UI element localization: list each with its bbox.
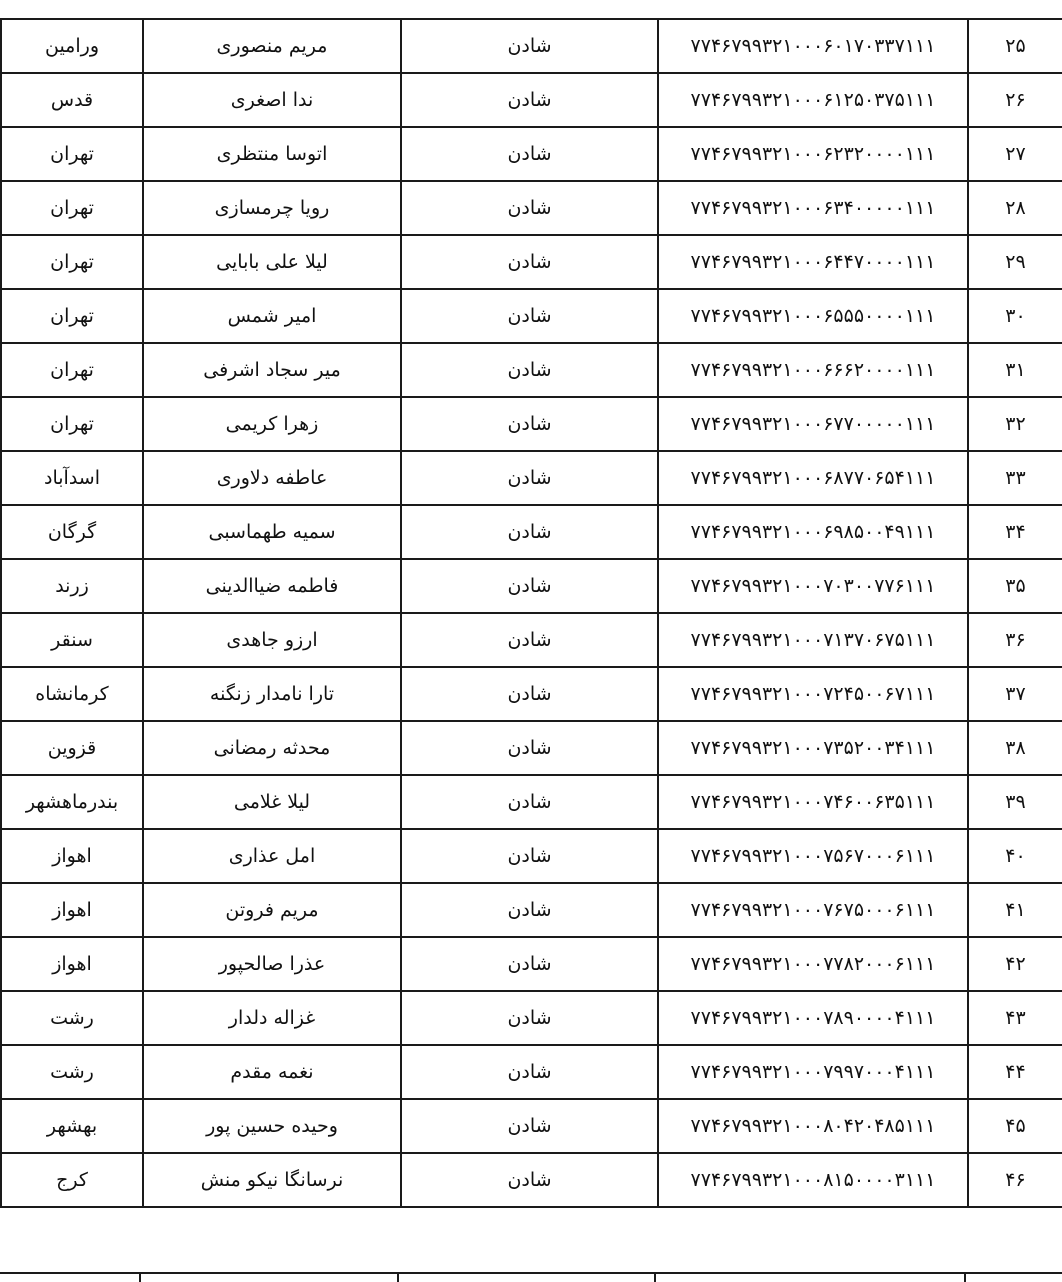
row-index-cell: ۴۰ [968, 829, 1062, 883]
bank-name-cell: شادن [401, 505, 658, 559]
row-index-cell: ۲۷ [968, 127, 1062, 181]
bank-name-cell: شادن [401, 343, 658, 397]
account-number-cell: ۷۷۴۶۷۹۹۳۲۱۰۰۰۷۴۶۰۰۶۳۵۱۱۱ [658, 775, 968, 829]
bank-name-cell: شادن [401, 73, 658, 127]
row-index-cell: ۴۳ [968, 991, 1062, 1045]
account-number-cell: ۷۷۴۶۷۹۹۳۲۱۰۰۰۸۱۵۰۰۰۰۳۱۱۱ [658, 1153, 968, 1207]
city-cell: اهواز [1, 937, 143, 991]
account-number-cell: ۷۷۴۶۷۹۹۳۲۱۰۰۰۷۸۹۰۰۰۰۴۱۱۱ [658, 991, 968, 1045]
account-number-cell: ۷۷۴۶۷۹۹۳۲۱۰۰۰۶۷۷۰۰۰۰۰۱۱۱ [658, 397, 968, 451]
bank-name-cell: شادن [401, 289, 658, 343]
city-cell: تهران [1, 127, 143, 181]
row-index-cell: ۳۶ [968, 613, 1062, 667]
bank-name-cell: شادن [401, 235, 658, 289]
account-number-cell: ۷۷۴۶۷۹۹۳۲۱۰۰۰۶۸۷۷۰۶۵۴۱۱۱ [658, 451, 968, 505]
person-name-cell: رویا چرمسازی [143, 181, 401, 235]
city-cell: کرمانشاه [1, 667, 143, 721]
row-index-cell: ۳۲ [968, 397, 1062, 451]
account-number-cell: ۷۷۴۶۷۹۹۳۲۱۰۰۰۷۲۴۵۰۰۶۷۱۱۱ [658, 667, 968, 721]
account-number-cell: ۷۷۴۶۷۹۹۳۲۱۰۰۰۶۲۳۲۰۰۰۰۱۱۱ [658, 127, 968, 181]
person-name-cell: مریم فروتن [143, 883, 401, 937]
account-number-cell: ۷۷۴۶۷۹۹۳۲۱۰۰۰۷۶۷۵۰۰۰۶۱۱۱ [658, 883, 968, 937]
bank-name-cell: شادن [401, 19, 658, 73]
person-name-cell: امیر شمس [143, 289, 401, 343]
bank-name-cell: شادن [401, 883, 658, 937]
table-row [1, 397, 1062, 451]
account-number-cell: ۷۷۴۶۷۹۹۳۲۱۰۰۰۷۹۹۷۰۰۰۴۱۱۱ [658, 1045, 968, 1099]
table-row [1, 1153, 1062, 1207]
account-number-cell: ۷۷۴۶۷۹۹۳۲۱۰۰۰۸۰۴۲۰۴۸۵۱۱۱ [658, 1099, 968, 1153]
bank-name-cell: شادن [401, 181, 658, 235]
table-row [1, 127, 1062, 181]
next-row-edge [0, 1272, 1062, 1282]
table-row [1, 775, 1062, 829]
row-index-cell: ۲۶ [968, 73, 1062, 127]
person-name-cell: میر سجاد اشرفی [143, 343, 401, 397]
person-name-cell: عذرا صالحپور [143, 937, 401, 991]
table-row [1, 937, 1062, 991]
table-row [1, 721, 1062, 775]
bank-name-cell: شادن [401, 775, 658, 829]
row-index-cell: ۳۳ [968, 451, 1062, 505]
city-cell: قزوین [1, 721, 143, 775]
city-cell: بهشهر [1, 1099, 143, 1153]
bank-name-cell: شادن [401, 1099, 658, 1153]
table-row [1, 613, 1062, 667]
person-name-cell: فاطمه ضیاالدینی [143, 559, 401, 613]
person-name-cell: غزاله دلدار [143, 991, 401, 1045]
row-index-cell: ۴۴ [968, 1045, 1062, 1099]
row-index-cell: ۳۹ [968, 775, 1062, 829]
account-number-cell: ۷۷۴۶۷۹۹۳۲۱۰۰۰۶۱۲۵۰۳۷۵۱۱۱ [658, 73, 968, 127]
person-name-cell: ارزو جاهدی [143, 613, 401, 667]
city-cell: اهواز [1, 883, 143, 937]
account-number-cell: ۷۷۴۶۷۹۹۳۲۱۰۰۰۶۹۸۵۰۰۴۹۱۱۱ [658, 505, 968, 559]
table-row [1, 559, 1062, 613]
city-cell: تهران [1, 181, 143, 235]
person-name-cell: اتوسا منتظری [143, 127, 401, 181]
table-row [1, 1045, 1062, 1099]
city-cell: اهواز [1, 829, 143, 883]
table-row [1, 289, 1062, 343]
account-number-cell: ۷۷۴۶۷۹۹۳۲۱۰۰۰۶۵۵۵۰۰۰۰۱۱۱ [658, 289, 968, 343]
roster-table [0, 18, 1062, 1208]
person-name-cell: زهرا کریمی [143, 397, 401, 451]
roster-body [1, 19, 1062, 1207]
person-name-cell: سمیه طهماسبی [143, 505, 401, 559]
city-cell: تهران [1, 343, 143, 397]
person-name-cell: نغمه مقدم [143, 1045, 401, 1099]
table-row [1, 235, 1062, 289]
account-number-cell: ۷۷۴۶۷۹۹۳۲۱۰۰۰۶۴۴۷۰۰۰۰۱۱۱ [658, 235, 968, 289]
city-cell: کرج [1, 1153, 143, 1207]
city-cell: بندرماهشهر [1, 775, 143, 829]
bank-name-cell: شادن [401, 667, 658, 721]
bank-name-cell: شادن [401, 559, 658, 613]
table-row [1, 883, 1062, 937]
city-cell: قدس [1, 73, 143, 127]
city-cell: تهران [1, 289, 143, 343]
person-name-cell: ندا اصغری [143, 73, 401, 127]
person-name-cell: لیلا علی بابایی [143, 235, 401, 289]
person-name-cell: امل عذاری [143, 829, 401, 883]
row-index-cell: ۳۵ [968, 559, 1062, 613]
bank-name-cell: شادن [401, 1153, 658, 1207]
row-index-cell: ۳۰ [968, 289, 1062, 343]
account-number-cell: ۷۷۴۶۷۹۹۳۲۱۰۰۰۷۳۵۲۰۰۳۴۱۱۱ [658, 721, 968, 775]
table-row [1, 991, 1062, 1045]
bank-name-cell: شادن [401, 991, 658, 1045]
bank-name-cell: شادن [401, 1045, 658, 1099]
document-sheet [0, 18, 1062, 1208]
table-row [1, 1099, 1062, 1153]
table-row [1, 343, 1062, 397]
row-index-cell: ۲۵ [968, 19, 1062, 73]
account-number-cell: ۷۷۴۶۷۹۹۳۲۱۰۰۰۷۷۸۲۰۰۰۶۱۱۱ [658, 937, 968, 991]
row-index-cell: ۴۶ [968, 1153, 1062, 1207]
person-name-cell: محدثه رمضانی [143, 721, 401, 775]
city-cell: تهران [1, 397, 143, 451]
person-name-cell: وحیده حسین پور [143, 1099, 401, 1153]
city-cell: ورامین [1, 19, 143, 73]
city-cell: رشت [1, 991, 143, 1045]
city-cell: زرند [1, 559, 143, 613]
account-number-cell: ۷۷۴۶۷۹۹۳۲۱۰۰۰۷۰۳۰۰۷۷۶۱۱۱ [658, 559, 968, 613]
table-row [1, 451, 1062, 505]
account-number-cell: ۷۷۴۶۷۹۹۳۲۱۰۰۰۷۵۶۷۰۰۰۶۱۱۱ [658, 829, 968, 883]
bank-name-cell: شادن [401, 397, 658, 451]
bank-name-cell: شادن [401, 451, 658, 505]
city-cell: رشت [1, 1045, 143, 1099]
account-number-cell: ۷۷۴۶۷۹۹۳۲۱۰۰۰۶۰۱۷۰۳۳۷۱۱۱ [658, 19, 968, 73]
row-index-cell: ۴۲ [968, 937, 1062, 991]
bank-name-cell: شادن [401, 937, 658, 991]
bank-name-cell: شادن [401, 829, 658, 883]
row-index-cell: ۲۹ [968, 235, 1062, 289]
row-index-cell: ۳۴ [968, 505, 1062, 559]
city-cell: گرگان [1, 505, 143, 559]
row-index-cell: ۳۷ [968, 667, 1062, 721]
person-name-cell: لیلا غلامی [143, 775, 401, 829]
table-row [1, 505, 1062, 559]
account-number-cell: ۷۷۴۶۷۹۹۳۲۱۰۰۰۶۶۶۲۰۰۰۰۱۱۱ [658, 343, 968, 397]
bank-name-cell: شادن [401, 127, 658, 181]
table-row [1, 73, 1062, 127]
bank-name-cell: شادن [401, 613, 658, 667]
row-index-cell: ۳۱ [968, 343, 1062, 397]
person-name-cell: عاطفه دلاوری [143, 451, 401, 505]
account-number-cell: ۷۷۴۶۷۹۹۳۲۱۰۰۰۷۱۳۷۰۶۷۵۱۱۱ [658, 613, 968, 667]
account-number-cell: ۷۷۴۶۷۹۹۳۲۱۰۰۰۶۳۴۰۰۰۰۰۱۱۱ [658, 181, 968, 235]
person-name-cell: مریم منصوری [143, 19, 401, 73]
person-name-cell: تارا نامدار زنگنه [143, 667, 401, 721]
bank-name-cell: شادن [401, 721, 658, 775]
person-name-cell: نرسانگا نیکو منش [143, 1153, 401, 1207]
row-index-cell: ۴۱ [968, 883, 1062, 937]
table-row [1, 667, 1062, 721]
row-index-cell: ۴۵ [968, 1099, 1062, 1153]
table-row [1, 19, 1062, 73]
table-row [1, 829, 1062, 883]
city-cell: سنقر [1, 613, 143, 667]
city-cell: اسدآباد [1, 451, 143, 505]
row-index-cell: ۲۸ [968, 181, 1062, 235]
table-row [1, 181, 1062, 235]
row-index-cell: ۳۸ [968, 721, 1062, 775]
city-cell: تهران [1, 235, 143, 289]
